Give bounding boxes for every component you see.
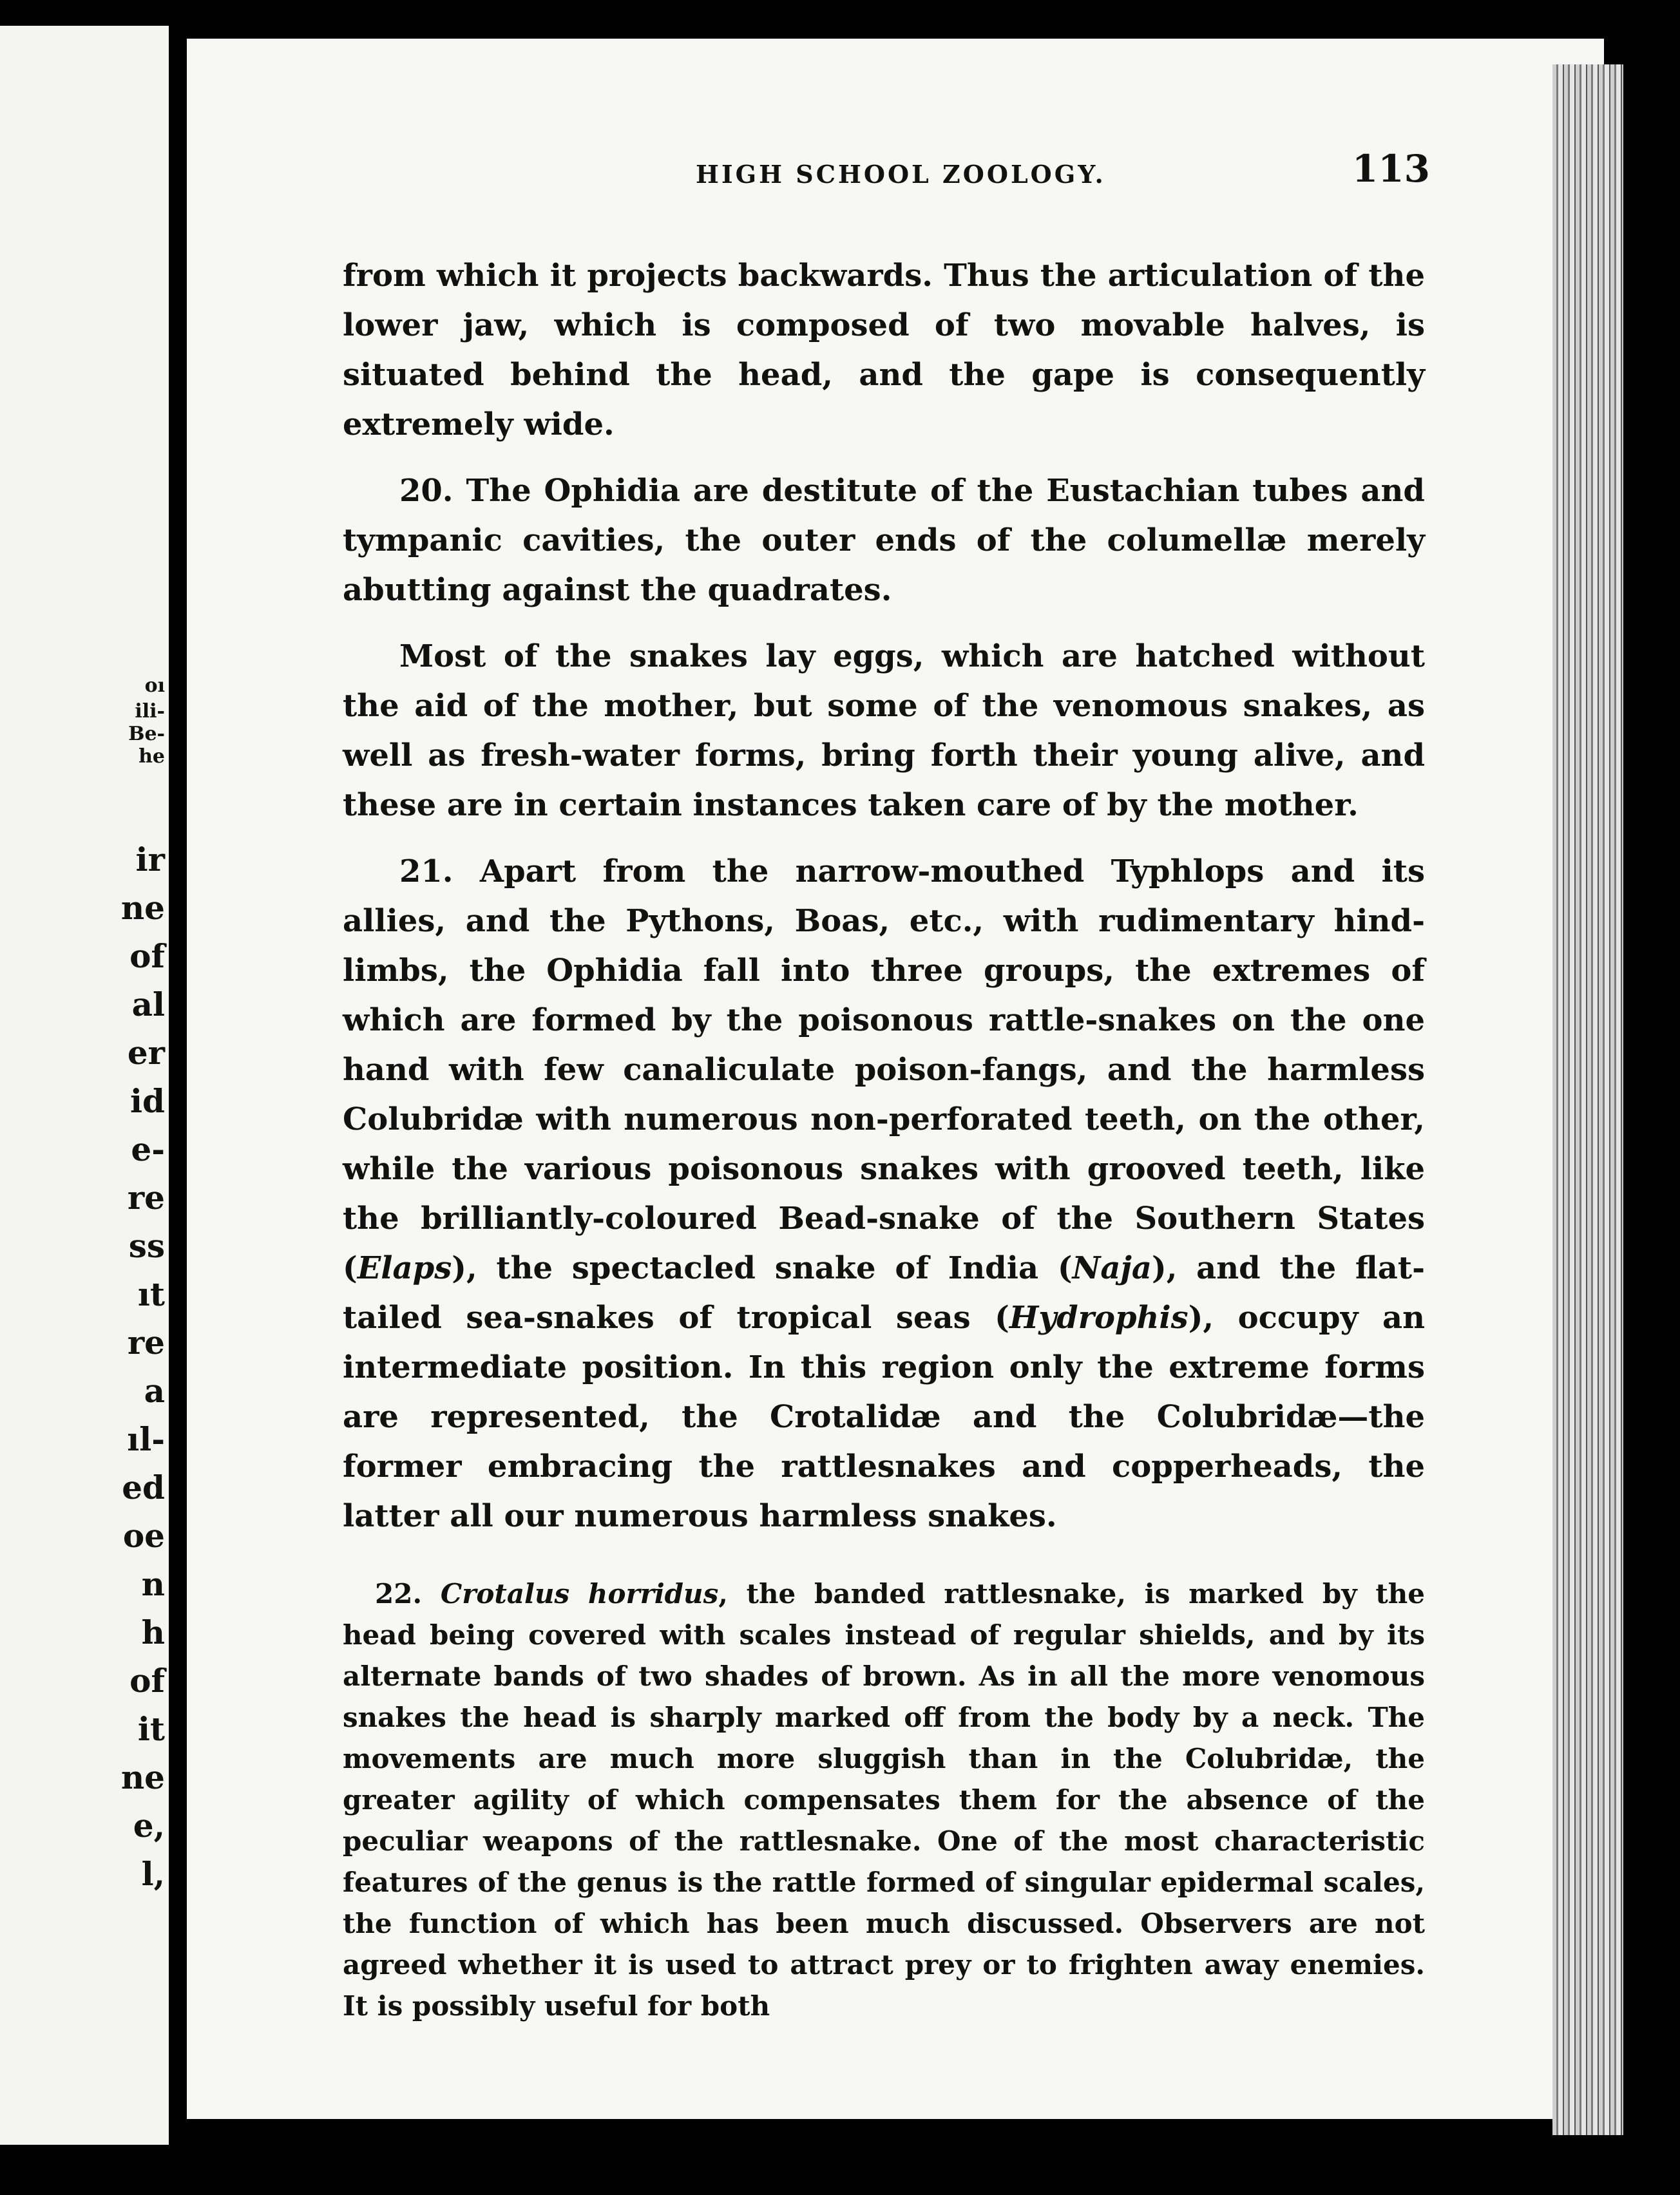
paragraph-22 xyxy=(343,1573,1425,2027)
facing-page-fragment: id xyxy=(130,1082,165,1120)
running-title: HIGH SCHOOL ZOOLOGY. xyxy=(696,160,1106,189)
facing-page-fragment: n xyxy=(141,1565,165,1603)
facing-page-fragment: h xyxy=(141,1613,165,1651)
facing-page-fragment: ili- xyxy=(135,700,165,723)
facing-page-fragment: a xyxy=(144,1372,165,1410)
paragraph-21-text: ), the spectacled snake of India ( xyxy=(452,1250,1073,1286)
facing-page-fragment: ed xyxy=(122,1468,165,1506)
facing-page-fragment: re xyxy=(127,1179,165,1217)
facing-page-fragment: he xyxy=(138,745,165,768)
facing-page-fragment: l, xyxy=(141,1855,165,1893)
facing-page-fragment: er xyxy=(127,1034,165,1072)
paragraph-21-text: 21. Apart from the narrow-mouthed Typhlops and its allies, and the Pythons, Boas, etc., with rudimentary hind-limbs, the Ophidia fall into three groups, the extremes of which are formed by the poisonous rattle-snakes on the one hand with few canaliculate poison-fangs, and the harmless Colubridæ with numerous non-perforated teeth, on the other, while the various poisonous snakes with grooved teeth, like the brilliantly-coloured Bead-snake of the Southern States ( xyxy=(343,853,1425,1286)
paragraph-21-text: ), occupy an intermediate position. In this region only the extreme forms are represented, the Crotalidæ and the Colubridæ—the former embracing the rattlesnakes and copperheads, the latter all our numerous harmless snakes. xyxy=(343,1300,1425,1534)
paragraph-21-text: ), and the flat-tailed sea-snakes of tropical seas ( xyxy=(343,1250,1425,1336)
page-edges xyxy=(1552,64,1623,2135)
genus-naja: Naja xyxy=(1072,1250,1152,1286)
facing-page-fragment: e- xyxy=(131,1130,165,1168)
facing-page-fragment: Be- xyxy=(128,723,165,745)
facing-page-fragment: al xyxy=(131,985,165,1023)
paragraph-20: 20. The Ophidia are destitute of the Eustachian tubes and tympanic cavities, the outer ends of the columellæ merely abutting against the quadrates. xyxy=(343,473,1425,608)
paragraph-continuation: from which it projects backwards. Thus the articulation of the lower jaw, which is composed of two movable halves, is situated behind the head, and the gape is consequently extremely wide. xyxy=(343,258,1425,442)
page-number: 113 xyxy=(1351,147,1430,191)
facing-page-fragment: oe xyxy=(122,1517,165,1555)
facing-page-fragment: re xyxy=(127,1324,165,1362)
genus-hydrophis: Hydrophis xyxy=(1009,1300,1188,1336)
facing-page-fragment: of xyxy=(129,1662,165,1700)
genus-elaps: Elaps xyxy=(357,1250,452,1286)
facing-page xyxy=(0,26,169,2145)
facing-page-fragment: ıl- xyxy=(127,1420,165,1458)
facing-page-fragment: ss xyxy=(128,1227,165,1265)
paragraph-22-number: 22. xyxy=(375,1578,423,1610)
paragraph-eggs: Most of the snakes lay eggs, which are hatched without the aid of the mother, but some of the venomous snakes, as well as fresh-water forms, bring forth their young alive, and these are in certain instances taken care of by the mother. xyxy=(343,638,1425,823)
facing-page-fragment: of xyxy=(129,937,165,975)
facing-page-fragment: e, xyxy=(133,1807,165,1845)
running-head xyxy=(515,147,1430,198)
species-name: Crotalus horridus xyxy=(440,1578,719,1610)
paragraph-21 xyxy=(343,847,1425,1541)
paragraph-22-text: , the banded rattlesnake, is marked by the head being covered with scales instead of regular shields, and by its alternate bands of two shades of brown. As in all the more venomous snakes the head is sharply marked off from the body by a neck. The movements are much more sluggish than in the Colubridæ, the greater agility of which compensates them for the absence of the peculiar weapons of the rattlesnake. One of the most characteristic features of the genus is the rattle formed of singular epidermal scales, the function of which has been much discussed. Observers are not agreed whether it is used to attract prey or to frighten away enemies. It is possibly useful for both xyxy=(343,1578,1426,2022)
facing-page-fragment: oı xyxy=(144,674,165,697)
facing-page-fragment: ir xyxy=(135,841,165,879)
facing-page-fragment: it xyxy=(137,1710,165,1748)
facing-page-fragment: ne xyxy=(120,889,165,927)
facing-page-fragment: ıt xyxy=(137,1275,165,1313)
body-text xyxy=(343,251,1425,2044)
facing-page-fragment: ne xyxy=(120,1758,165,1796)
